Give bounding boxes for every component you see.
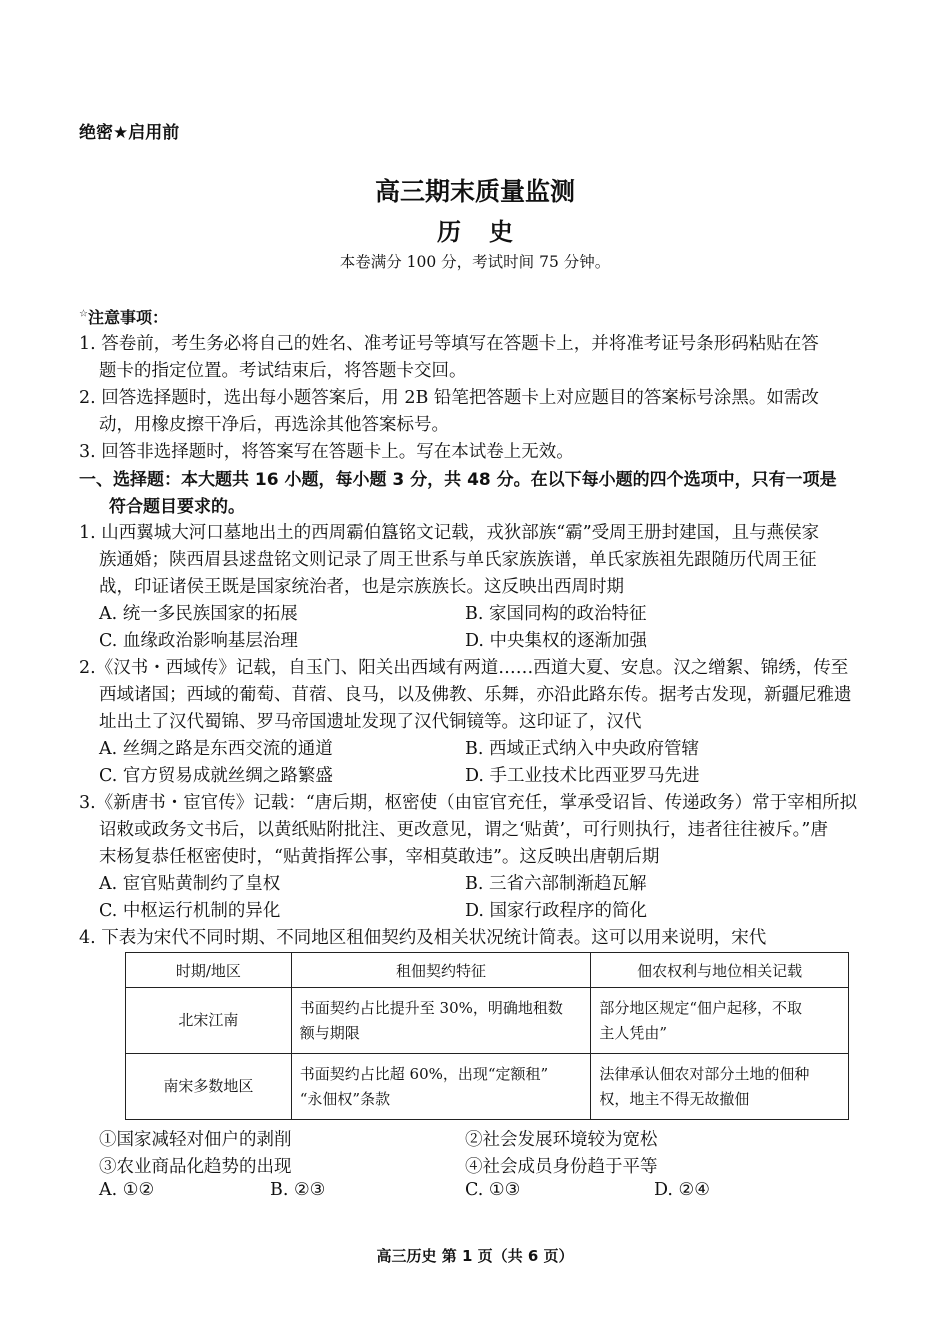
q2-line-3: 址出土了汉代蜀锦、罗马帝国遗址发现了汉代铜镜等。这印证了，汉代 — [99, 712, 642, 732]
q4-statement-2: ②社会发展环境较为宽松 — [465, 1130, 658, 1150]
q4-statement-1: ①国家减轻对佃户的剥削 — [99, 1130, 292, 1150]
table-cell-contract — [291, 988, 591, 1054]
table-header-row — [126, 953, 849, 988]
notice-item-3: 3. 回答非选择题时，将答案写在答题卡上。写在本试卷上无效。 — [79, 442, 574, 462]
q1-option-c: C. 血缘政治影响基层治理 — [99, 631, 298, 651]
exam-subject: 历史 — [437, 218, 541, 246]
q3-option-d: D. 国家行政程序的简化 — [465, 901, 648, 921]
notice-star-icon: ☆ — [79, 308, 88, 320]
q2-line-2: 西域诸国；西域的葡萄、苜蓿、良马，以及佛教、乐舞，亦沿此路东传。据考古发现，新疆尼雅遗 — [99, 685, 852, 705]
cell-line: 法律承认佃农对部分土地的佃种 — [599, 1064, 810, 1083]
notice-heading-text: 注意事项： — [87, 308, 168, 327]
q4-option-b: B. ②③ — [270, 1180, 326, 1200]
q4-statement-4: ④社会成员身份趋于平等 — [465, 1157, 658, 1177]
q4-option-a: A. ①② — [99, 1180, 155, 1200]
exam-meta: 本卷满分 100 分，考试时间 75 分钟。 — [339, 253, 611, 271]
q4-stem: 4. 下表为宋代不同时期、不同地区租佃契约及相关状况统计简表。这可以用来说明，宋代 — [79, 928, 767, 948]
notice-heading — [79, 305, 168, 328]
q4-option-d: D. ②④ — [654, 1180, 710, 1200]
tenancy-table — [125, 952, 849, 1120]
q2-option-d: D. 手工业技术比西亚罗马先进 — [465, 766, 700, 786]
q3-option-a: A. 宦官贴黄制约了皇权 — [99, 874, 281, 894]
cell-line: 额与期限 — [299, 1023, 360, 1042]
table-header-cell: 佃农权利与地位相关记载 — [591, 953, 849, 988]
table-row — [126, 988, 849, 1054]
q1-option-b: B. 家国同构的政治特征 — [465, 604, 647, 624]
q2-line-1: 2.《汉书・西域传》记载，自玉门、阳关出西域有两道……西道大夏、安息。汉之缯絮、锦绣，传至 — [79, 658, 849, 678]
table-cell-rights — [591, 1054, 849, 1120]
confidential-mark: 绝密★启用前 — [79, 123, 180, 143]
notice-item-1-line-2: 题卡的指定位置。考试结束后，将答题卡交回。 — [99, 361, 467, 381]
cell-line: 书面契约占比提升至 30%，明确地租数 — [299, 998, 563, 1017]
q2-option-b: B. 西域正式纳入中央政府管辖 — [465, 739, 699, 759]
cell-line: 部分地区规定“佃户起移，不取 — [599, 998, 803, 1017]
table-header-cell: 租佃契约特征 — [291, 953, 591, 988]
q3-line-3: 末杨复恭任枢密使时，“贴黄指挥公事，宰相莫敢违”。这反映出唐朝后期 — [99, 847, 660, 867]
section-1-heading: 一、选择题：本大题共 16 小题，每小题 3 分，共 48 分。在以下每小题的四个选项中，只有一项是 — [79, 470, 837, 490]
table-cell-period: 北宋江南 — [126, 988, 292, 1054]
q1-option-d: D. 中央集权的逐渐加强 — [465, 631, 648, 651]
notice-item-2-line-1: 2. 回答选择题时，选出每小题答案后，用 2B 铅笔把答题卡上对应题目的答案标号涂黑。如需改 — [79, 388, 819, 408]
table-cell-contract — [291, 1054, 591, 1120]
q4-option-c: C. ①③ — [465, 1180, 521, 1200]
q3-option-c: C. 中枢运行机制的异化 — [99, 901, 281, 921]
table-cell-period: 南宋多数地区 — [126, 1054, 292, 1120]
cell-line: 主人凭由” — [599, 1023, 668, 1042]
section-1-heading-cont: 符合题目要求的。 — [109, 497, 245, 517]
notice-item-1-line-1: 1. 答卷前，考生务必将自己的姓名、准考证号等填写在答题卡上，并将准考证号条形码粘贴在答 — [79, 334, 819, 354]
q1-line-3: 战，印证诸侯王既是国家统治者，也是宗族族长。这反映出西周时期 — [99, 577, 624, 597]
table-row — [126, 1054, 849, 1120]
q3-option-b: B. 三省六部制渐趋瓦解 — [465, 874, 647, 894]
table-header-cell: 时期/地区 — [126, 953, 292, 988]
q2-option-a: A. 丝绸之路是东西交流的通道 — [99, 739, 333, 759]
q1-line-1: 1. 山西翼城大河口墓地出土的西周霸伯簋铭文记载，戎狄部族“霸”受周王册封建国，且与燕侯家 — [79, 523, 820, 543]
q2-option-c: C. 官方贸易成就丝绸之路繁盛 — [99, 766, 333, 786]
q3-line-1: 3.《新唐书・宦官传》记载：“唐后期，枢密使（由宦官充任，掌承受诏旨、传递政务）常于宰相所拟 — [79, 793, 858, 813]
table-cell-rights — [591, 988, 849, 1054]
cell-line: 书面契约占比超 60%，出现“定额租” — [299, 1064, 549, 1083]
notice-item-2-line-2: 动，用橡皮擦干净后，再选涂其他答案标号。 — [99, 415, 449, 435]
q3-line-2: 诏敕或政务文书后，以黄纸贴附批注、更改意见，谓之‘贴黄’，可行则执行，违者往往被斥。”唐 — [99, 820, 828, 840]
page-footer: 高三历史 第 1 页（共 6 页） — [376, 1247, 574, 1265]
exam-title: 高三期末质量监测 — [374, 177, 575, 206]
q4-statement-3: ③农业商品化趋势的出现 — [99, 1157, 292, 1177]
cell-line: 权，地主不得无故撤佃 — [599, 1089, 750, 1108]
q1-line-2: 族通婚；陕西眉县逑盘铭文则记录了周王世系与单氏家族族谱，单氏家族祖先跟随历代周王征 — [99, 550, 817, 570]
cell-line: “永佃权”条款 — [299, 1089, 391, 1108]
q1-option-a: A. 统一多民族国家的拓展 — [99, 604, 298, 624]
